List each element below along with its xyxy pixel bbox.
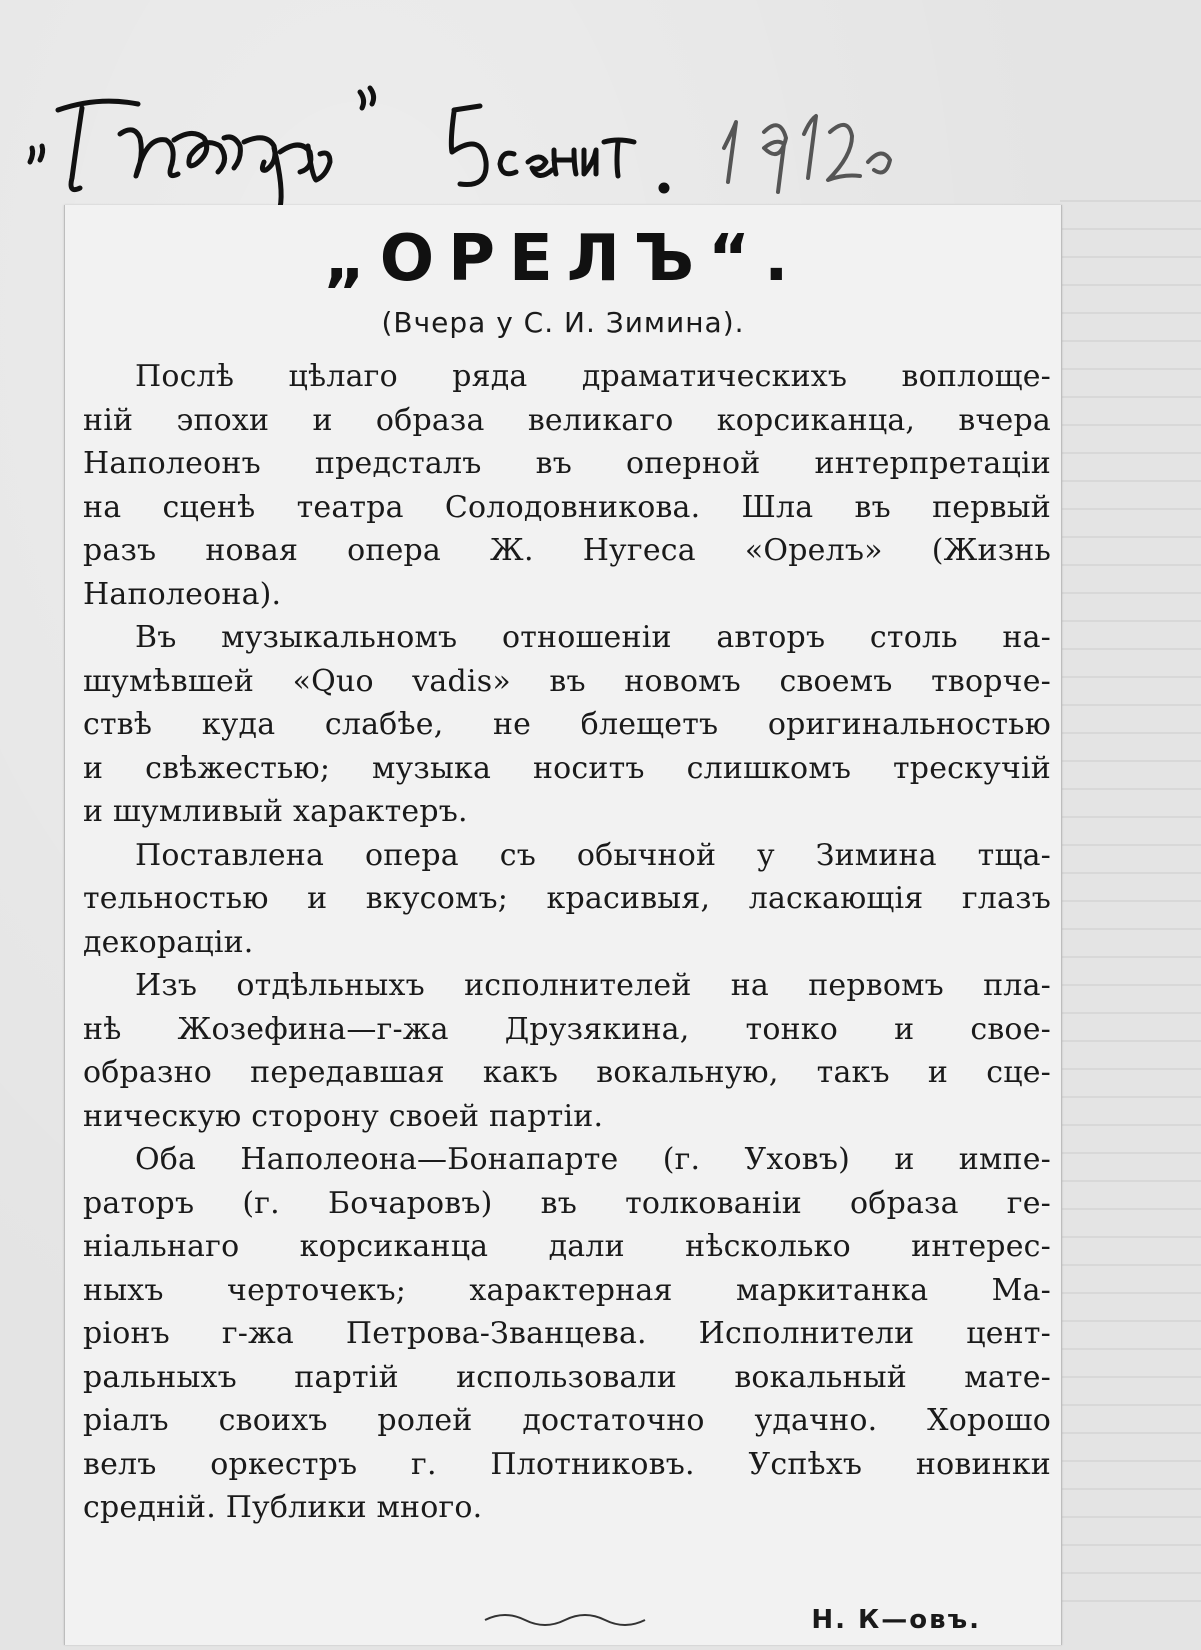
handwritten-note <box>24 62 964 212</box>
text-line: ствѣ куда слабѣе, не блещетъ оригинальностью <box>83 707 1051 742</box>
text-line: Изъ отдѣльныхъ исполнителей на первомъ пла- <box>135 968 1051 1003</box>
article-subtitle: (Вчера у С. И. Зимина). <box>381 306 745 339</box>
newspaper-clipping <box>64 205 1062 1645</box>
text-line: велъ оркестръ г. Плотниковъ. Успѣхъ новинки <box>83 1446 1051 1482</box>
text-line: на сценѣ театра Солодовникова. Шла въ первый <box>83 489 1051 525</box>
text-line: Послѣ цѣлаго ряда драматическихъ воплоще- <box>135 359 1051 394</box>
text-line: ническую сторону своей партіи. <box>83 1098 604 1134</box>
text-line: шумѣвшей «Quo vadis» въ новомъ своемъ творче- <box>83 663 1051 699</box>
article-body <box>83 355 1051 1530</box>
text-line: образно передавшая какъ вокальную, такъ и сце- <box>83 1055 1051 1090</box>
text-line: Наполеона). <box>83 576 282 612</box>
text-line: Оба Наполеона—Бонапарте (г. Уховъ) и импе- <box>135 1142 1051 1177</box>
text-line: декораціи. <box>83 924 254 960</box>
text-line: ріалъ своихъ ролей достаточно удачно. Хорошо <box>83 1403 1051 1438</box>
text-line: тельностью и вкусомъ; красивыя, ласкающія глазъ <box>83 881 1051 916</box>
text-line: ныхъ черточекъ; характерная маркитанка Ма- <box>83 1272 1051 1308</box>
text-line: Поставлена опера съ обычной у Зимина тща- <box>135 837 1051 873</box>
text-line: разъ новая опера Ж. Нугеса «Орелъ» (Жизнь <box>83 533 1051 568</box>
text-line: нѣ Жозефина—г-жа Друзякина, тонко и свое- <box>83 1011 1051 1047</box>
article-paragraph <box>83 355 1051 616</box>
article-paragraph <box>83 964 1051 1138</box>
text-line: ніальнаго корсиканца дали нѣсколько интерес- <box>83 1229 1051 1264</box>
article-title: „ОРЕЛЪ“. <box>323 222 803 296</box>
text-line: ній эпохи и образа великаго корсиканца, вчера <box>83 402 1051 438</box>
text-line: и шумливый характеръ. <box>83 794 468 829</box>
text-line: ральныхъ партій использовали вокальный мате- <box>83 1359 1051 1395</box>
article-paragraph <box>83 616 1051 834</box>
ornament-divider <box>475 1605 655 1635</box>
text-line: Наполеонъ предсталъ въ оперной интерпретаціи <box>83 446 1051 481</box>
text-line: и свѣжестью; музыка носитъ слишкомъ трескучій <box>83 750 1051 786</box>
article-signature: Н. К—овъ. <box>811 1605 981 1635</box>
bleed-through-text <box>1060 200 1201 1620</box>
text-line: ріонъ г-жа Петрова-Званцева. Исполнители цент- <box>83 1316 1051 1351</box>
text-line: средній. Публики много. <box>83 1490 483 1525</box>
text-line: Въ музыкальномъ отношеніи авторъ столь на- <box>135 620 1051 655</box>
article-paragraph <box>83 1138 1051 1530</box>
handwriting-image <box>24 62 964 212</box>
article-paragraph <box>83 834 1051 965</box>
text-line: раторъ (г. Бочаровъ) въ толкованіи образа ге- <box>83 1185 1051 1221</box>
